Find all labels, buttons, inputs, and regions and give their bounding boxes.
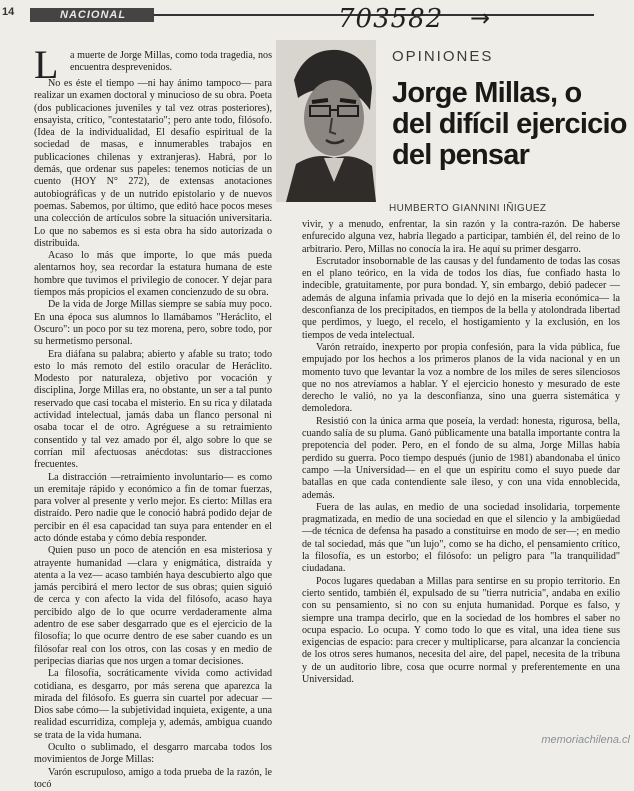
intro-paragraph: a muerte de Jorge Millas, como toda tragedia, nos encuentra desprevenidos. [70, 50, 272, 74]
paragraph: Varón retraído, inexperto por propia confesión, para la vida pública, fue empujado por los hechos a los primeros planos de la vida nacional y en un momento tuvo que levantar la voz a nombre de los miles de seres silenciosos que no nos atrevíamos a hablar. Y el ejercicio honesto y mesurado de este derecho le valió, no ya la desconfianza, sino una guerra sistemática y demoledora. [302, 341, 620, 415]
section-name: NACIONAL [30, 8, 154, 22]
title-line: del difícil ejercicio [392, 108, 627, 140]
article-byline: HUMBERTO GIANNINI IÑIGUEZ [389, 203, 547, 214]
drop-cap: L [34, 42, 59, 87]
paragraph: La distracción —retraimiento involuntario— es como un eremitaje rápido y económico a fin de tomar fuerzas, para volver al presente y verlo mejor. Es cierto: Millas era distraído. Pero nadie que le conoció habrá podido dejar de percibir en él esa capacidad tan suya para entender en el acto dónde estaba y cómo debía responder. [34, 471, 272, 544]
article-intro [70, 50, 272, 75]
handwritten-arrow-icon: → [470, 4, 491, 32]
paragraph: Era diáfana su palabra; abierto y afable su trato; todo esto lo más remoto del estilo oracular de Heráclito. Modesto por naturaleza, objetivo por vocación y disciplina, Jorge Millas era, no obstante, un ser a tal punto reservado que casi tocaba el misterio. En su rica y dilatada actividad intelectual, jamás daba un flanco personal ni osaba tocar el de otro. Agréguese a su retraimiento consentido y tal vez amado por él, algo sobre lo que se corrían mil afectuosas anécdotas: sus distracciones frecuentes. [34, 348, 272, 471]
portrait-photo [276, 40, 376, 202]
paragraph: Pocos lugares quedaban a Millas para sentirse en su propio territorio. En cierto sentido, también él, expulsado de su "tierra nutricia", andaba en exilio con su pensamiento, si no con su enjuta humanidad. Porque es falso, y siempre una trampa decirlo, que en la sociedad de los hombres el saber no ocupa espacio. Lo ocupa. Y como todo lo que es vital, una idea tiene sus exigencias de espacio: para crecer y multiplicarse, para alcanzar la conciencia de los otros seres humanos, necesita del aire, del papel, necesita de la tribuna y de un auditorio libre, cosa que ocurre normal y preferentemente en una Universidad. [302, 575, 620, 685]
paragraph: Quien puso un poco de atención en esa misteriosa y atrayente humanidad —clara y enigmática, distraída y atenta a la vez— acaso también haya descubierto algo que jamás percibirá el mero lector de sus obras; quien siguió de cerca y con afecto la vida del filósofo, acaso haya percibido algo de lo que ocurre verdaderamente alma adentro de ese saber desgarrado que es el ejercicio de la filosofía; lo que ocurre dentro de ese saber cuando es un filósofar real con los otros, con las cosas y en medio de peripecias diarias que nos urgen a tomar decisiones. [34, 545, 272, 667]
article-column-2 [302, 219, 620, 686]
paragraph: Resistió con la única arma que poseía, la verdad: honesta, rigurosa, bella, cuando salía de su pluma. Ganó públicamente una batalla importante contra la prepotencia del poder. Pero, en el fondo de su alma, Jorge Millas había perdido su guerra. Poco tiempo después (junio de 1981) abandonaba el único campo —la Universidad— en el que un espíritu como el suyo puede dar batallas en que cada contendiente sale ileso, y con una vida ennoblecida, además. [302, 415, 620, 501]
paragraph: No es éste el tiempo —ni hay ánimo tampoco— para realizar un examen doctoral y minucioso de su obra. Poeta (dos publicaciones juveniles y tal vez otras posteriores), ensayista, crítico, "contestatario"; pero ante todo, filósofo. (Idea de la individualidad, El desafío espiritual de la sociedad de masas, e innumerables trabajos en publicaciones chilenas y extranjeras). Habrá, por lo demás, que ordenar sus papeles: tenemos noticias de un cuento (HOY N° 272), de extensas anotaciones autobiográficas y de un nutrido epistolario y de nuevos poemas. Sabemos, por último, que editó hace pocos meses una colección de artículos sobre la situación universitaria. Lo que no sabemos es si esta obra ha sido autorizada o distribuida. [34, 78, 272, 249]
paragraph: Oculto o sublimado, el desgarro marcaba todos los movimientos de Jorge Millas: [34, 742, 272, 766]
paragraph: Fuera de las aulas, en medio de una sociedad insolidaria, torpemente pragmatizada, en medio de una sociedad en que el silencio y la ambigüedad —de técnica de defensa ha pasado a constituirse en modo de ser—; en medio de tal sociedad, más que "un lujo", como se ha dicho, el pensamiento crítico, la filosofía, es un estorbo; el filósofo: un peligro para "la tranquilidad" ciudadana. [302, 501, 620, 575]
paragraph: vivir, y a menudo, enfrentar, la sin razón y la contra-razón. De haberse enfurecido alguna vez, habría llegado a participar, también él, del reino de lo arbitrario. Pero, Millas no conocía la ira. He aquí su primer desgarro. [302, 219, 620, 255]
paragraph: Escrutador insobornable de las causas y del fundamento de todas las cosas en el plano teórico, en la vida de todos los días, fue confiado hasta lo indecible, gratuitamente, por pura bondad. Y, sin embargo, debió padecer —además de alguna infamia privada que lo dejó en la miseria económica— la desconfianza de los precipitados, en tiempos de la bella y atolondrada libertad que perdimos, y luego, el recelo, el hostigamiento y la exclusión, en los tiempos de veda intelectual. [302, 255, 620, 341]
title-line: Jorge Millas, o [392, 77, 582, 109]
page-number: 14 [2, 6, 15, 18]
watermark-logo: memoriachilena.cl [541, 734, 630, 746]
article-kicker: OPINIONES [392, 48, 494, 65]
article-title [392, 78, 628, 171]
handwritten-code: 703582 [338, 4, 444, 34]
paragraph: Acaso lo más que importe, lo que más pueda alentarnos hoy, sea recordar la estatura humana de este hombre que tuvimos el privilegio de conocer. Y dejar para tiempos más propicios el examen concienzudo de su obra. [34, 250, 272, 299]
paragraph: Varón escrupuloso, amigo a toda prueba de la razón, le tocó [34, 766, 272, 790]
portrait-photo-icon [276, 40, 376, 202]
paragraph: De la vida de Jorge Millas siempre se sabía muy poco. En una época sus alumnos lo llamábamos "Heráclito, el Oscuro": un poco por su tez morena, pero, sobre todo, por su hermetismo personal. [34, 299, 272, 348]
title-line: del pensar [392, 139, 530, 171]
article-column-1 [34, 78, 272, 791]
paragraph: La filosofía, socráticamente vivida como actividad cotidiana, es desgarro, por más serena que aparezca la mirada del filósofo. Es guerra sin cuartel por adecuar —Dios sabe cómo— la subjetividad inquieta, exigente, a una realidad escurridiza, compleja y, además, ambigua cuando se trata de la vida humana. [34, 668, 272, 741]
